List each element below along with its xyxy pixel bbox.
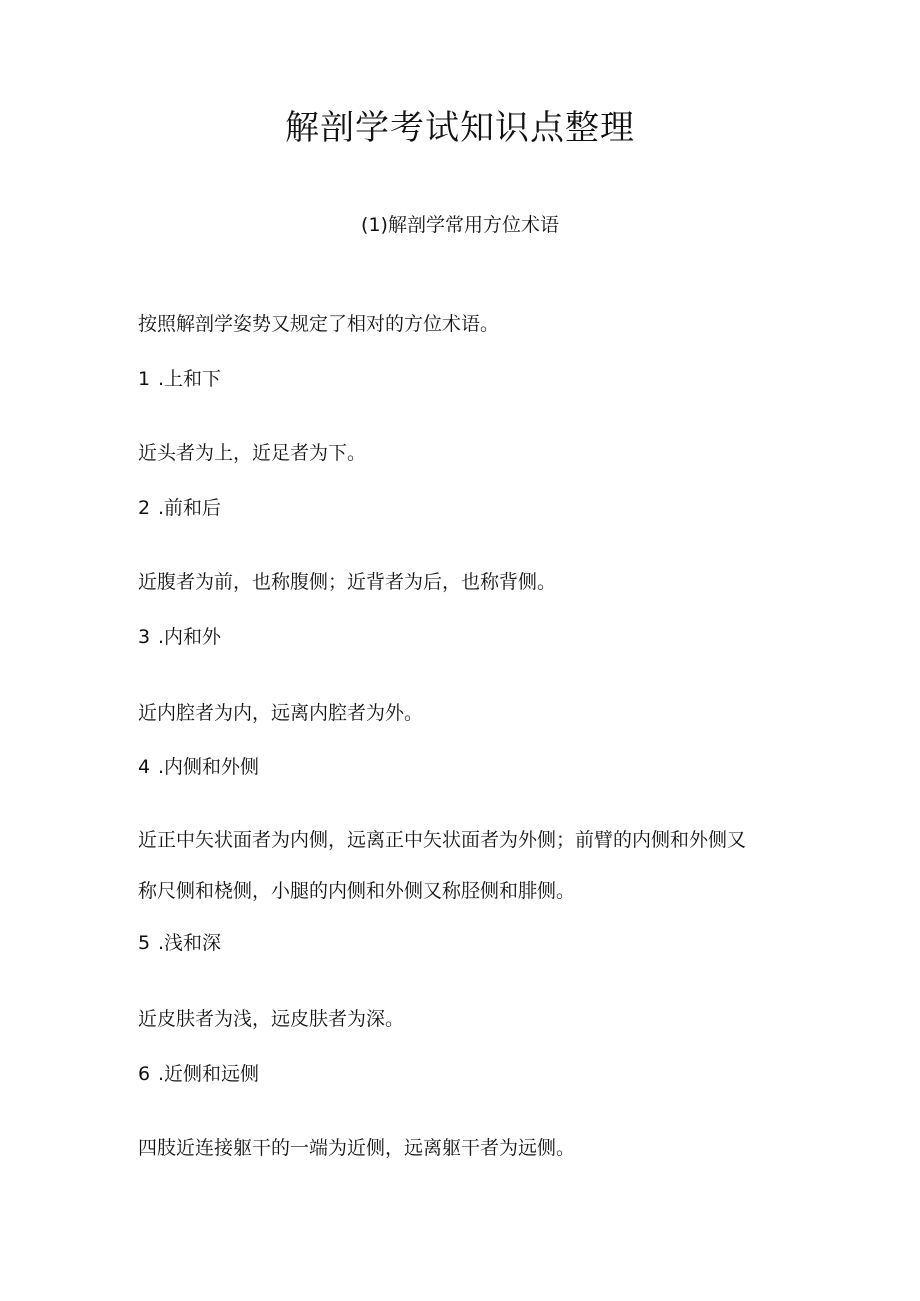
section-text-5: 近皮肤者为浅，远皮肤者为深。 bbox=[138, 1008, 405, 1030]
section-text-4-line-2: 称尺侧和桡侧，小腿的内侧和外侧又称胫侧和腓侧。 bbox=[138, 880, 576, 902]
section-text-2: 近腹者为前，也称腹侧；近背者为后，也称背侧。 bbox=[138, 571, 557, 593]
section-text-1: 近头者为上，近足者为下。 bbox=[138, 442, 367, 464]
section-heading-6 bbox=[138, 1063, 798, 1086]
section-number: 4 bbox=[138, 756, 151, 778]
section-heading-1 bbox=[138, 368, 798, 391]
section-text-6: 四肢近连接躯干的一端为近侧，远离躯干者为远侧。 bbox=[138, 1137, 576, 1159]
section-label: .内侧和外侧 bbox=[158, 756, 260, 778]
section-number: 2 bbox=[138, 497, 151, 519]
section-label: .浅和深 bbox=[158, 932, 222, 954]
section-number: 6 bbox=[138, 1063, 151, 1085]
section-label: .前和后 bbox=[158, 497, 222, 519]
section-number: 1 bbox=[138, 368, 151, 390]
section-number: 5 bbox=[138, 932, 151, 954]
section-text-3: 近内腔者为内，远离内腔者为外。 bbox=[138, 702, 424, 724]
page-title: 解剖学考试知识点整理 bbox=[285, 108, 635, 148]
section-subtitle: (1)解剖学常用方位术语 bbox=[361, 214, 559, 236]
intro-paragraph: 按照解剖学姿势又规定了相对的方位术语。 bbox=[138, 313, 500, 335]
section-heading-2 bbox=[138, 497, 798, 520]
section-number: 3 bbox=[138, 626, 151, 648]
section-text-4-line-1: 近正中矢状面者为内侧，远离正中矢状面者为外侧；前臂的内侧和外侧又 bbox=[138, 829, 747, 851]
section-label: .近侧和远侧 bbox=[158, 1063, 260, 1085]
section-heading-4 bbox=[138, 756, 798, 779]
section-label: .内和外 bbox=[158, 626, 222, 648]
section-label: .上和下 bbox=[158, 368, 222, 390]
section-heading-5 bbox=[138, 932, 798, 955]
section-heading-3 bbox=[138, 626, 798, 649]
